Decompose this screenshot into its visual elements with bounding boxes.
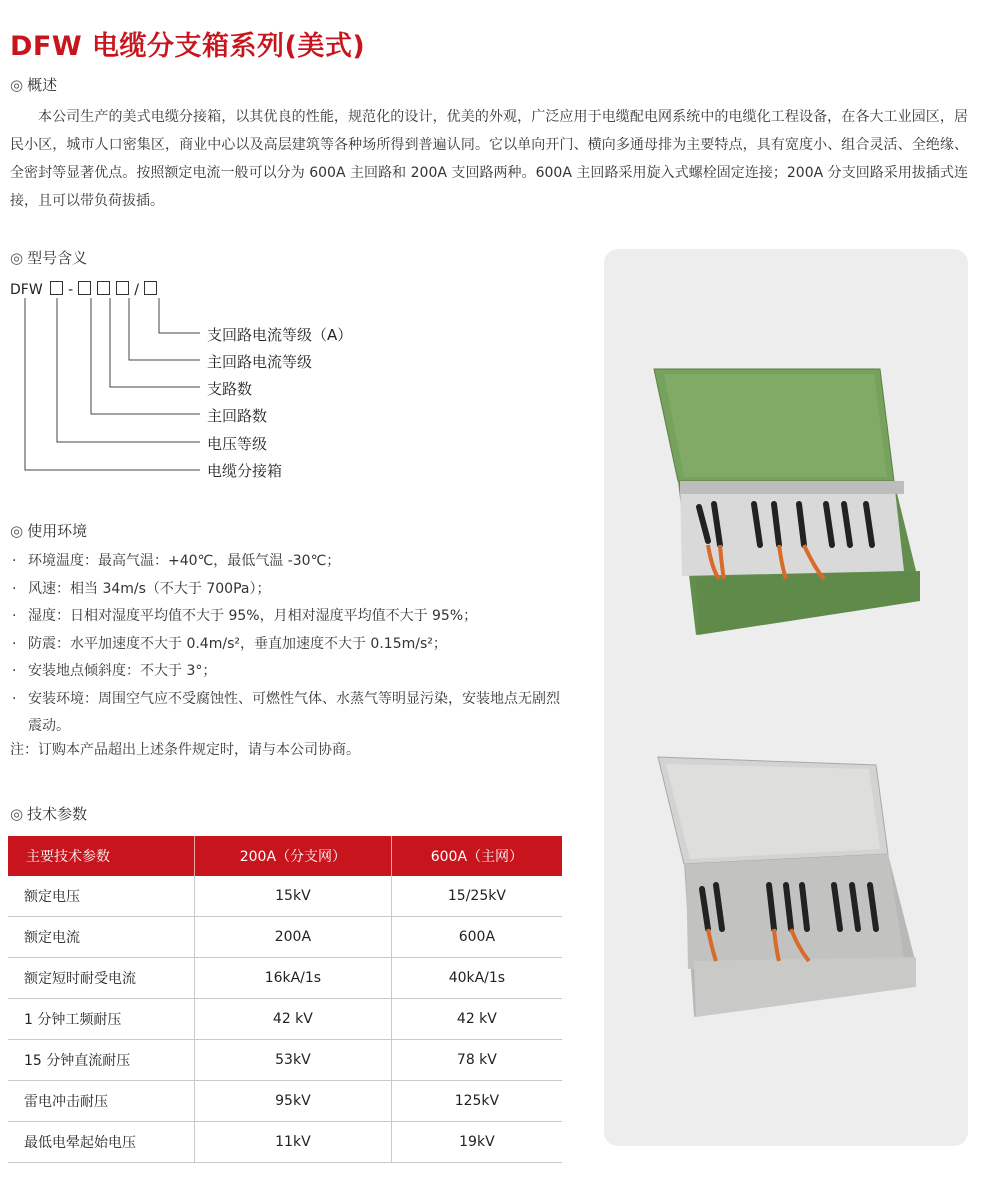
table-row: [8, 876, 562, 917]
table-cell: 600A: [391, 917, 562, 958]
section-marker-icon: ◎: [10, 522, 24, 540]
table-header-cell: 600A（主网）: [391, 836, 562, 876]
model-prefix: DFW: [10, 282, 43, 298]
section-environment-heading: [10, 520, 87, 541]
table-cell: 42 kV: [391, 999, 562, 1040]
table-cell: 125kV: [391, 1081, 562, 1122]
code-dash: -: [68, 282, 74, 298]
table-cell: 11kV: [195, 1122, 392, 1163]
steel-front: [694, 957, 916, 1017]
table-header-cell: 200A（分支网）: [195, 836, 392, 876]
model-diagram-lines: [0, 0, 620, 500]
model-label-branches: 支路数: [207, 380, 253, 398]
list-item: [10, 576, 570, 604]
line-main-circuits: [91, 298, 200, 414]
list-item: [10, 631, 570, 659]
page-title: DFW 电缆分支箱系列(美式): [10, 31, 366, 62]
table-row: [8, 1122, 562, 1163]
environment-item-text: 环境温度：最高气温：+40℃，最低气温 -30℃；: [28, 553, 341, 569]
table-cell: 15kV: [195, 876, 392, 917]
table-cell: 40kA/1s: [391, 958, 562, 999]
green-cabinet-image: [654, 369, 920, 635]
section-model-label: 型号含义: [27, 249, 88, 267]
section-overview-label: 概述: [27, 76, 58, 94]
list-item: [10, 603, 570, 631]
table-cell: 额定短时耐受电流: [8, 958, 195, 999]
section-tech-label: 技术参数: [27, 805, 88, 823]
environment-item-text: 风速：相当 34m/s（不大于 700Pa）；: [28, 580, 271, 597]
table-cell: 78 kV: [391, 1040, 562, 1081]
table-cell: 15/25kV: [391, 876, 562, 917]
model-label-voltage: 电压等级: [207, 435, 268, 453]
section-marker-icon: ◎: [10, 249, 24, 267]
model-label-main-circuits: 主回路数: [207, 407, 268, 425]
table-cell: 16kA/1s: [195, 958, 392, 999]
environment-list: [10, 548, 570, 741]
environment-item-text: 防震：水平加速度不大于 0.4m/s²，垂直加速度不大于 0.15m/s²；: [28, 635, 447, 652]
list-item: [10, 686, 570, 741]
spec-table: [8, 836, 562, 1163]
list-item: [10, 548, 570, 576]
line-branches: [110, 298, 200, 387]
line-branch-current: [159, 298, 200, 333]
table-row: [8, 1040, 562, 1081]
model-label-main-current: 主回路电流等级: [207, 353, 313, 371]
table-row: [8, 958, 562, 999]
environment-item-text: 湿度：日相对湿度平均值不大于 95%，月相对湿度平均值不大于 95%；: [28, 608, 478, 624]
table-cell: 15 分钟直流耐压: [8, 1040, 195, 1081]
table-cell: 1 分钟工频耐压: [8, 999, 195, 1040]
section-marker-icon: ◎: [10, 76, 24, 94]
model-label-branch-current: 支回路电流等级（A）: [207, 326, 353, 344]
section-marker-icon: ◎: [10, 805, 24, 823]
code-slash: /: [134, 282, 139, 298]
section-environment-label: 使用环境: [27, 522, 88, 540]
bullet-icon: ·: [12, 608, 17, 624]
table-cell: 额定电压: [8, 876, 195, 917]
table-cell: 最低电晕起始电压: [8, 1122, 195, 1163]
bullet-icon: ·: [12, 690, 17, 707]
green-front: [696, 571, 920, 635]
table-cell: 19kV: [391, 1122, 562, 1163]
table-cell: 额定电流: [8, 917, 195, 958]
bullet-icon: ·: [12, 553, 17, 569]
table-cell: 42 kV: [195, 999, 392, 1040]
bullet-icon: ·: [12, 580, 17, 597]
table-cell: 雷电冲击耐压: [8, 1081, 195, 1122]
table-row: [8, 1081, 562, 1122]
environment-item-text: 安装地点倾斜度：不大于 3°；: [28, 663, 217, 679]
table-header-cell: 主要技术参数: [8, 836, 195, 876]
overview-paragraph: 本公司生产的美式电缆分接箱，以其优良的性能，规范化的设计，优美的外观，广泛应用于电缆配电网系统中的电缆化工程设备，在各大工业园区，居民小区，城市人口密集区，商业中心以及高层建筑等各种场所得到普遍认同。它以单向开门、横向多通母排为主要特点，具有宽度小、组合灵活、全绝缘、全密封等显著优点。按照额定电流一般可以分为 600A 主回路和 200A 支回路两种。600A 主回路采用旋入式螺栓固定连接；200A 分支回路采用拔插式连接，且可以带负荷拔插。: [10, 109, 968, 209]
table-row: [8, 917, 562, 958]
section-tech-heading: [10, 803, 87, 824]
steel-cabinet-image: [658, 757, 916, 1017]
line-main-current: [129, 298, 200, 360]
bullet-icon: ·: [12, 635, 17, 652]
environment-item-text: 安装环境：周围空气应不受腐蚀性、可燃性气体、水蒸气等明显污染，安装地点无剧烈震动。: [28, 690, 560, 734]
line-cable-box: [25, 298, 200, 470]
bullet-icon: ·: [12, 663, 17, 679]
order-note: 注：订购本产品超出上述条件规定时，请与本公司协商。: [10, 742, 360, 758]
table-header-row: [8, 836, 562, 876]
list-item: [10, 658, 570, 686]
product-photos: [604, 249, 968, 1146]
table-cell: 53kV: [195, 1040, 392, 1081]
table-cell: 200A: [195, 917, 392, 958]
model-label-cable-box: 电缆分接箱: [207, 462, 283, 480]
table-row: [8, 999, 562, 1040]
table-cell: 95kV: [195, 1081, 392, 1122]
